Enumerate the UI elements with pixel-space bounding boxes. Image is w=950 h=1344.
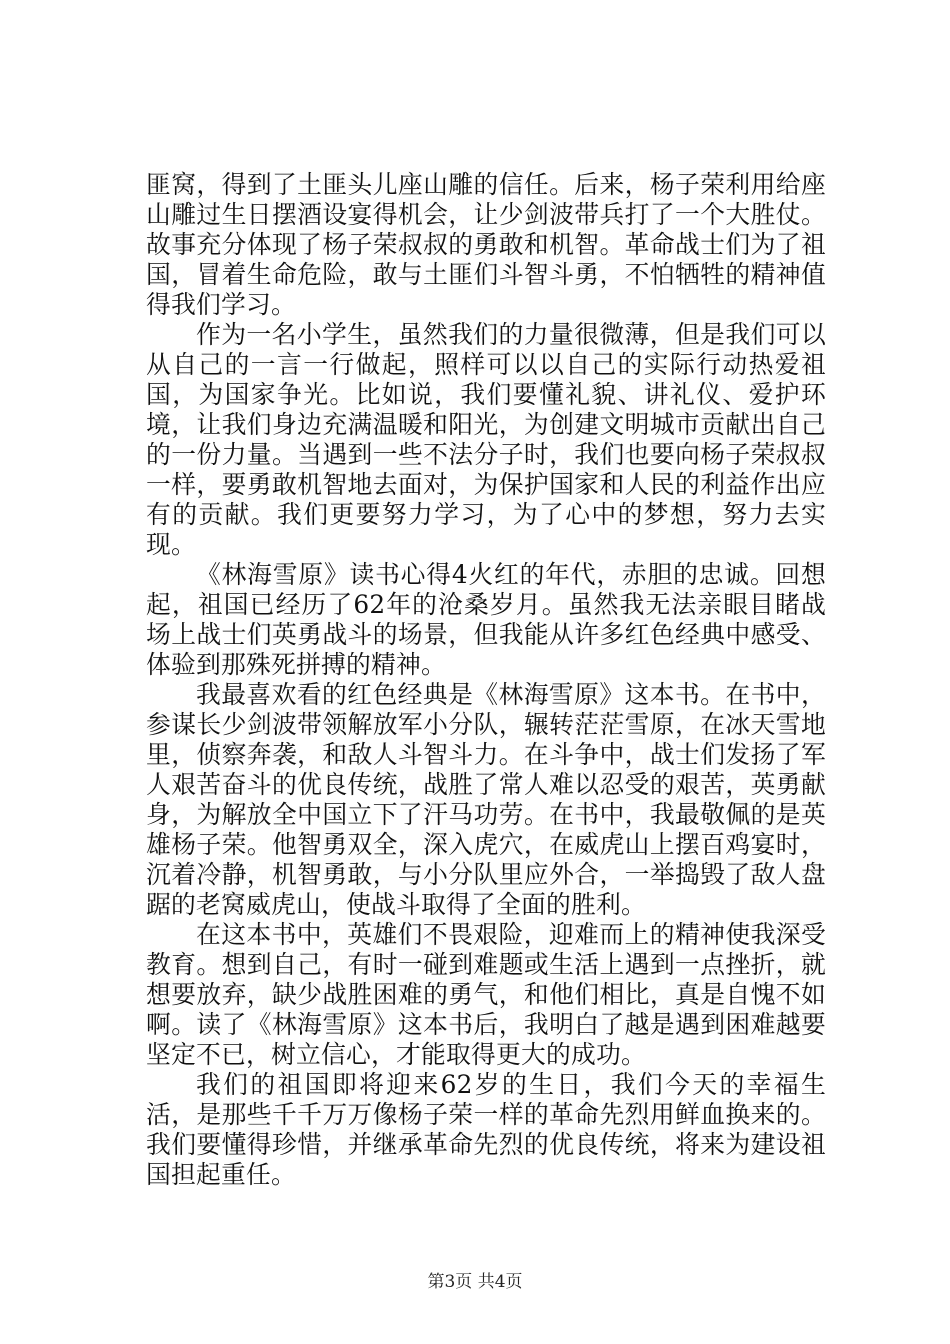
paragraph-conclusion: 我们的祖国即将迎来62岁的生日，我们今天的幸福生活，是那些千千万万像杨子荣一样的革命先烈用鲜血换来的。我们要懂得珍惜，并继承革命先烈的优良传统，将来为建设祖国担起重任。: [146, 1070, 826, 1189]
paragraph-favorite-book: 我最喜欢看的红色经典是《林海雪原》这本书。在书中，参谋长少剑波带领解放军小分队，辗转茫茫雪原，在冰天雪地里，侦察奔袭，和敌人斗智斗力。在斗争中，战士们发扬了军人艰苦奋斗的优良传统，战胜了常人难以忍受的艰苦，英勇献身，为解放全中国立下了汗马功劳。在书中，我最敬佩的是英雄杨子荣。他智勇双全，深入虎穴，在威虎山上摆百鸡宴时，沉着冷静，机智勇敢，与小分队里应外合，一举捣毁了敌人盘踞的老窝威虎山，使战斗取得了全面的胜利。: [146, 680, 826, 919]
paragraph-lesson-learned: 在这本书中，英雄们不畏艰险，迎难而上的精神使我深受教育。想到自己，有时一碰到难题或生活上遇到一点挫折，就想要放弃，缺少战胜困难的勇气，和他们相比，真是自愧不如啊。读了《林海雪原》这本书后，我明白了越是遇到困难越要坚定不已，树立信心，才能取得更大的成功。: [146, 920, 826, 1069]
page-number-footer: 第3页 共4页: [427, 1272, 523, 1292]
paragraph-essay-4-intro: 《林海雪原》读书心得4火红的年代，赤胆的忠诚。回想起，祖国已经历了62年的沧桑岁月。虽然我无法亲眼目睹战场上战士们英勇战斗的场景，但我能从许多红色经典中感受、体验到那殊死拼搏的精神。: [146, 560, 826, 679]
paragraph-continuation: 匪窝，得到了土匪头儿座山雕的信任。后来，杨子荣利用给座山雕过生日摆酒设宴得机会，让少剑波带兵打了一个大胜仗。故事充分体现了杨子荣叔叔的勇敢和机智。革命战士们为了祖国，冒着生命危险，敢与土匪们斗智斗勇，不怕牺牲的精神值得我们学习。: [146, 170, 826, 319]
paragraph-pupil-action: 作为一名小学生，虽然我们的力量很微薄，但是我们可以从自己的一言一行做起，照样可以以自己的实际行动热爱祖国，为国家争光。比如说，我们要懂礼貌、讲礼仪、爱护环境，让我们身边充满温暖和阳光，为创建文明城市贡献出自己的一份力量。当遇到一些不法分子时，我们也要向杨子荣叔叔一样，要勇敢机智地去面对，为保护国家和人民的利益作出应有的贡献。我们更要努力学习，为了心中的梦想，努力去实现。: [146, 320, 826, 559]
document-body: [146, 170, 826, 1190]
